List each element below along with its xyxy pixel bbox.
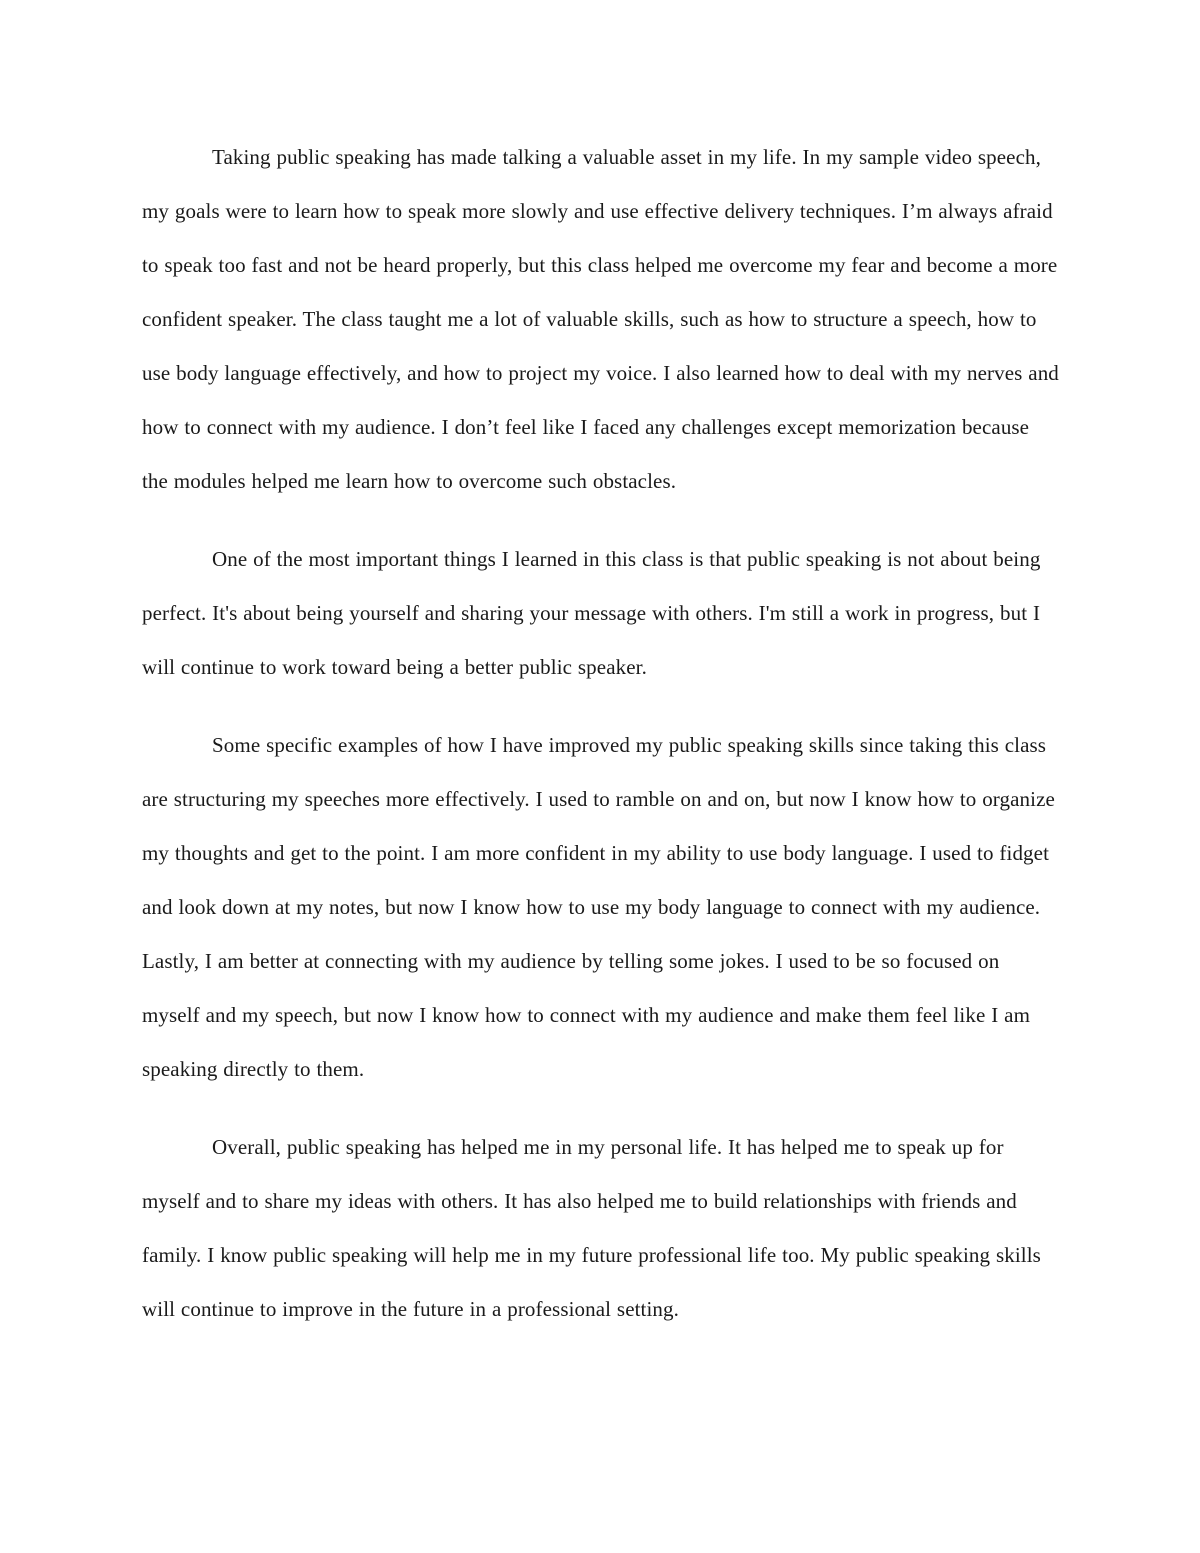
paragraph-1: Taking public speaking has made talking a valuable asset in my life. In my sample video speech, my goals were to learn how to speak more slowly and use effective delivery techniques. I’m always afraid to speak too fast and not be heard properly, but this class helped me overcome my fear and become a more confident speaker. The class taught me a lot of valuable skills, such as how to structure a speech, how to use body language effectively, and how to project my voice. I also learned how to deal with my nerves and how to connect with my audience. I don’t feel like I faced any challenges except memorization because the modules helped me learn how to overcome such obstacles. (142, 145, 1059, 493)
paragraph-2: One of the most important things I learned in this class is that public speaking is not about being perfect. It's about being yourself and sharing your message with others. I'm still a work in progress, but I will continue to work toward being a better public speaker. (142, 547, 1041, 679)
paragraph-4: Overall, public speaking has helped me in my personal life. It has helped me to speak up for myself and to share my ideas with others. It has also helped me to build relationships with friends and family. I know public speaking will help me in my future professional life too. My public speaking skills will continue to improve in the future in a professional setting. (142, 1135, 1041, 1321)
paragraph-3: Some specific examples of how I have improved my public speaking skills since taking this class are structuring my speeches more effectively. I used to ramble on and on, but now I know how to organize my thoughts and get to the point. I am more confident in my ability to use body language. I used to fidget and look down at my notes, but now I know how to use my body language to connect with my audience. Lastly, I am better at connecting with my audience by telling some jokes. I used to be so focused on myself and my speech, but now I know how to connect with my audience and make them feel like I am speaking directly to them. (142, 733, 1055, 1081)
